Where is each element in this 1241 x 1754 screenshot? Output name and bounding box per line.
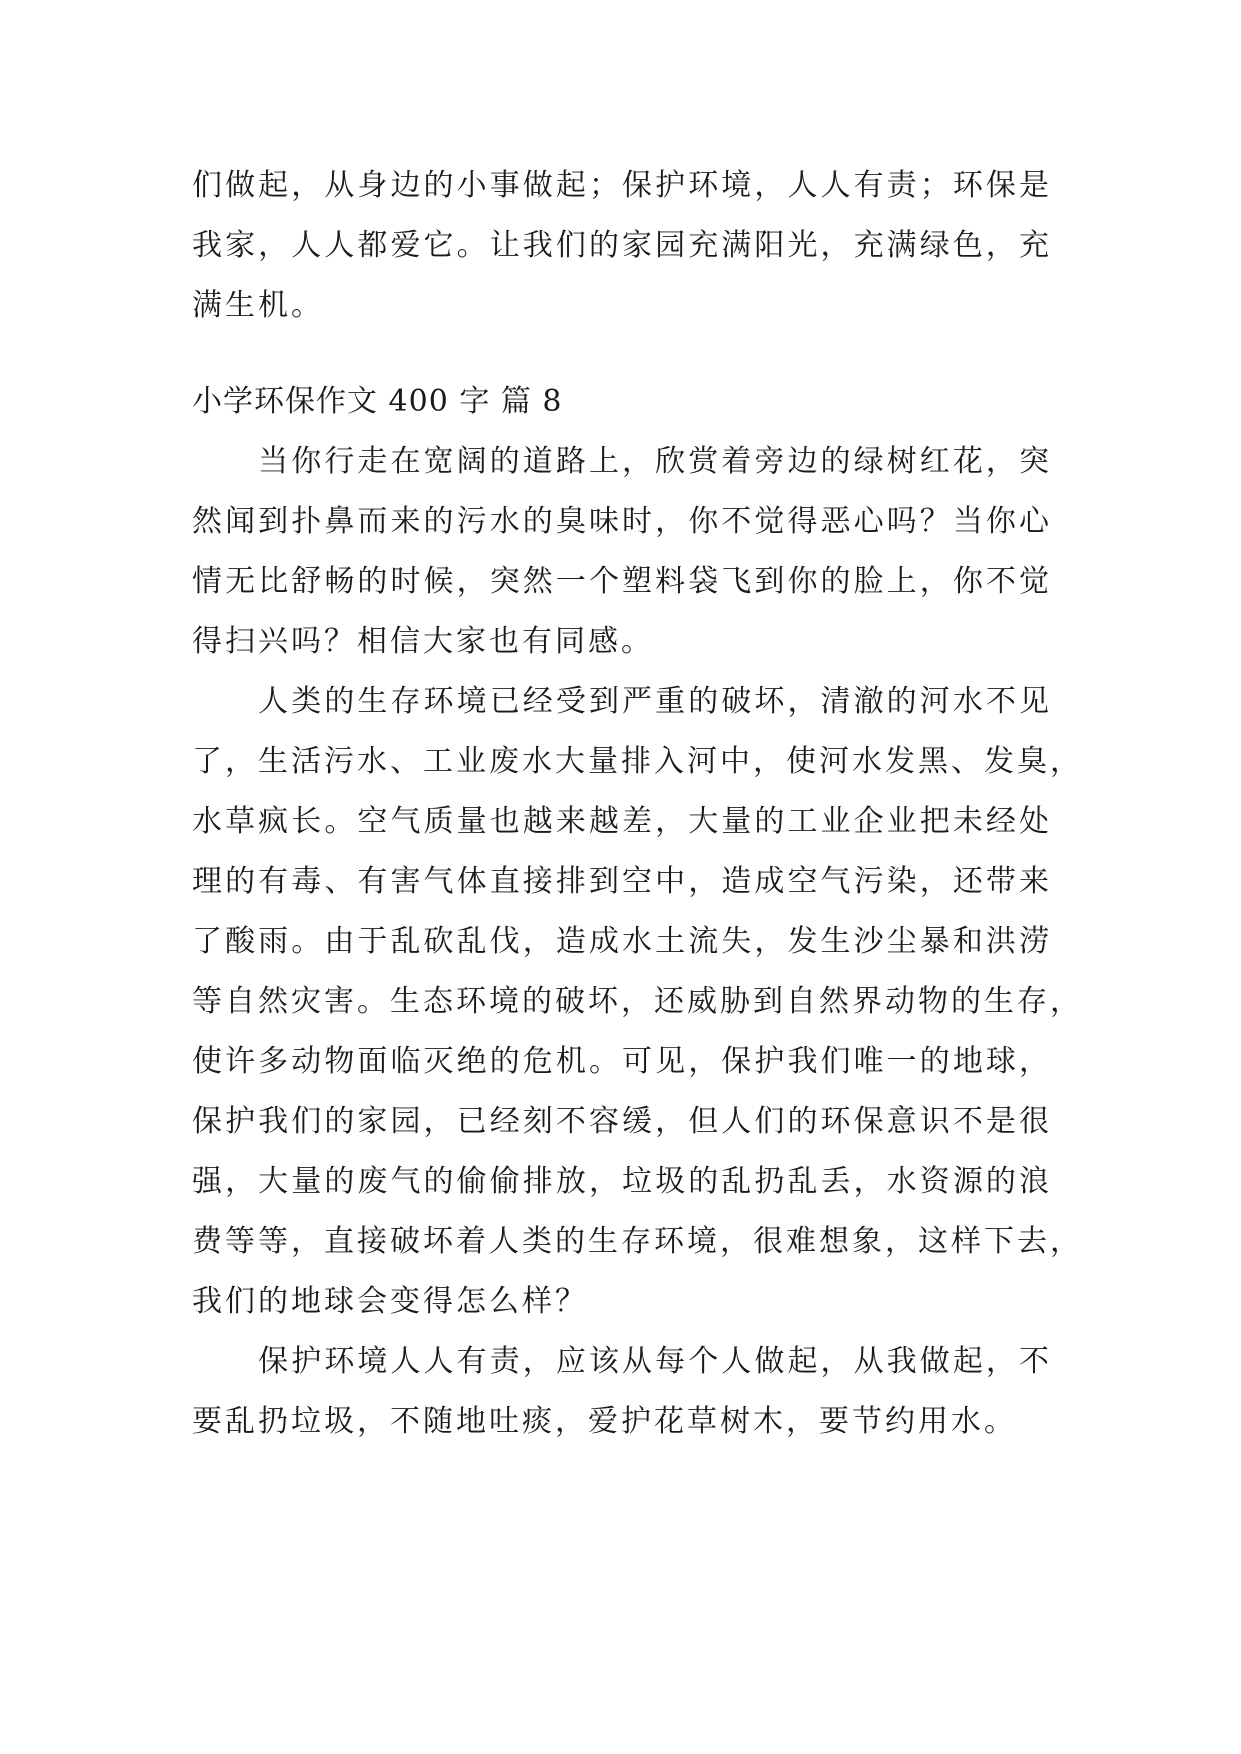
text-line: 满生机。 — [192, 288, 324, 323]
text-line: 然闻到扑鼻而来的污水的臭味时，你不觉得恶心吗？当你心 — [192, 504, 1052, 539]
section-spacer — [192, 336, 1052, 372]
text-line: 费等等，直接破坏着人类的生存环境，很难想象，这样下去， — [192, 1224, 1083, 1259]
document-body — [192, 156, 1083, 1452]
text-line: 要乱扔垃圾，不随地吐痰，爱护花草树木，要节约用水。 — [192, 1404, 1017, 1439]
text-line: 得扫兴吗？相信大家也有同感。 — [192, 624, 654, 659]
text-line: 保护我们的家园，已经刻不容缓，但人们的环保意识不是很 — [192, 1104, 1052, 1139]
text-line: 人类的生存环境已经受到严重的破坏，清澈的河水不见 — [192, 684, 1052, 719]
section-title: 小学环保作文 400 字 篇 8 — [192, 384, 563, 419]
paragraph-2 — [192, 672, 1083, 1332]
paragraph-1 — [192, 432, 1052, 672]
text-line: 们做起，从身边的小事做起；保护环境，人人有责；环保是 — [192, 168, 1052, 203]
text-line: 我家，人人都爱它。让我们的家园充满阳光，充满绿色，充 — [192, 228, 1052, 263]
text-line: 水草疯长。空气质量也越来越差，大量的工业企业把未经处 — [192, 804, 1052, 839]
text-line: 强，大量的废气的偷偷排放，垃圾的乱扔乱丢，水资源的浪 — [192, 1164, 1052, 1199]
text-line: 保护环境人人有责，应该从每个人做起，从我做起，不 — [192, 1344, 1052, 1379]
paragraph-3 — [192, 1332, 1052, 1452]
intro-paragraph — [192, 156, 1052, 336]
text-line: 当你行走在宽阔的道路上，欣赏着旁边的绿树红花，突 — [192, 444, 1052, 479]
text-line: 等自然灾害。生态环境的破坏，还威胁到自然界动物的生存， — [192, 984, 1083, 1019]
text-line: 我们的地球会变得怎么样？ — [192, 1284, 588, 1319]
text-line: 使许多动物面临灭绝的危机。可见，保护我们唯一的地球， — [192, 1044, 1052, 1079]
text-line: 情无比舒畅的时候，突然一个塑料袋飞到你的脸上，你不觉 — [192, 564, 1052, 599]
text-line: 了，生活污水、工业废水大量排入河中，使河水发黑、发臭， — [192, 744, 1083, 779]
text-line: 理的有毒、有害气体直接排到空中，造成空气污染，还带来 — [192, 864, 1052, 899]
text-line: 了酸雨。由于乱砍乱伐，造成水土流失，发生沙尘暴和洪涝 — [192, 924, 1052, 959]
